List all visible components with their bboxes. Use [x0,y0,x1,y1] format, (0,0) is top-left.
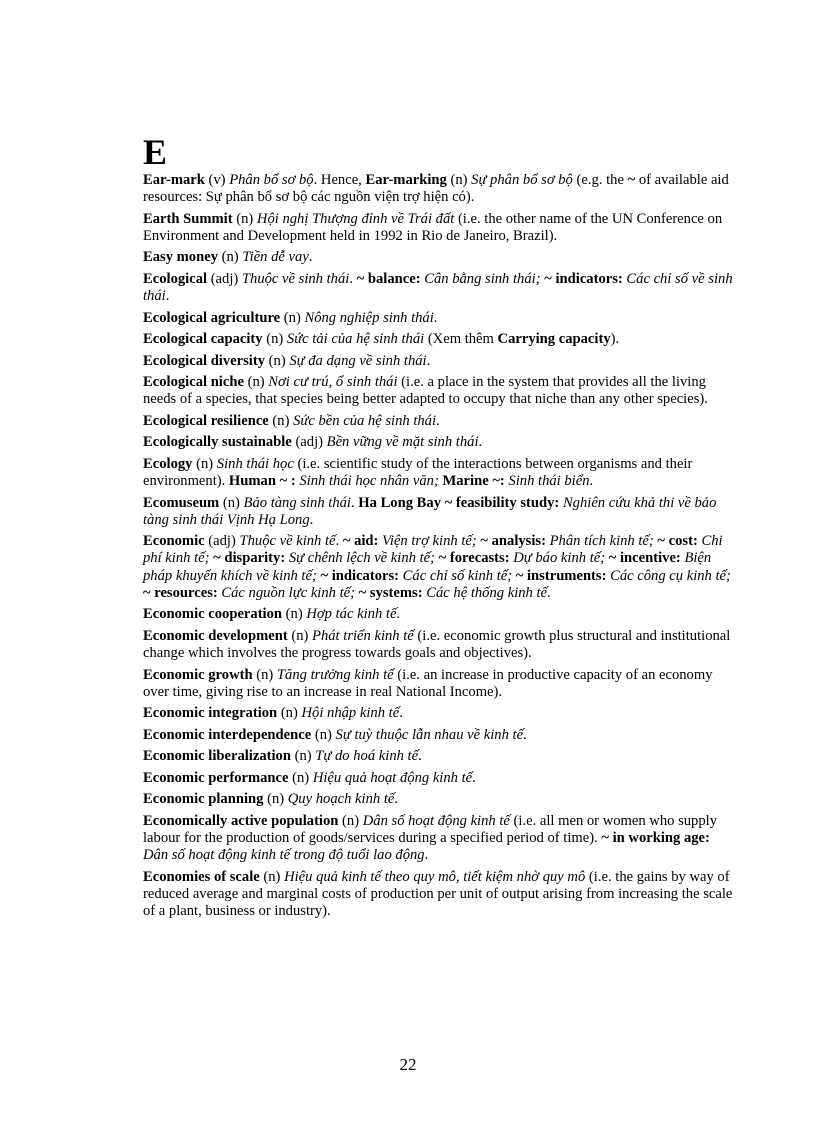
headword: Carrying capacity [497,331,611,348]
translation: Dân số hoạt động kinh tế trong độ tuổi lao động [143,847,425,864]
entry-text: (n) [252,666,277,683]
dictionary-entry [143,211,733,245]
entry-text: (i.e. the other name of the UN Conference on Environment and Development held in 1992 in Rio de Janeiro, Brazil). [143,210,723,244]
entry-text: (i.e. economic growth plus structural and institutional change which involves the progress towards goals and objectives). [143,627,731,662]
dictionary-entry [143,791,733,808]
headword: Ecomuseum [143,494,220,511]
entry-text: . [472,769,476,786]
translation: Hiệu quả kinh tế theo quy mô, tiết kiệm nhờ quy mô [284,868,586,885]
translation: Nghiên cứu khả thi về bảo tàng sinh thái Vịnh Hạ Long [143,494,717,528]
dictionary-entry [143,456,733,490]
entry-text: (adj) [207,270,242,287]
translation: Nông nghiệp sinh thái [304,309,434,326]
entry-list [143,172,733,920]
dictionary-entry [143,667,733,701]
headword: Earth Summit [143,210,233,227]
headword: ~ aid: [342,533,379,550]
entry-text: . [426,352,431,369]
headword: Economic liberalization [143,748,291,765]
section-letter: E [143,132,168,172]
entry-text: (n) [192,455,217,472]
entry-text: . [433,309,438,326]
entry-text: . [350,494,359,511]
entry-text: . [418,748,422,765]
entry-text: . [394,791,399,808]
translation: Thuộc về kinh tế [239,533,336,550]
dictionary-entry [143,813,733,865]
dictionary-entry [143,249,733,266]
entry-text: (n) [262,331,287,348]
entry-text: (i.e. an increase in productive capacity of an economy over time, giving rise to an increase in real National Income). [143,666,713,700]
headword: ~ resources: [143,584,218,601]
entry-text: (n) [288,769,313,786]
translation: Hội nghị Thượng đỉnh về Trái đất [256,210,455,227]
entry-text: (adj) [291,434,327,451]
entry-text: . [335,533,343,550]
dictionary-page [143,132,733,925]
headword: Economic [143,533,205,550]
translation: Hội nhập kinh tế [301,705,400,722]
entry-text: ). [610,331,620,348]
entry-text: (e.g. the [572,172,628,188]
headword: Economic development [143,627,288,644]
entry-text: . [396,606,401,623]
translation: Thuộc về sinh thái [241,270,350,287]
translation: Viện trợ kinh tế; [382,533,477,550]
entry-text: (n) [265,352,290,369]
dictionary-entry [143,748,733,765]
translation: Cân bằng sinh thái; [424,270,541,287]
translation: Sinh thái học nhân văn; [299,473,439,490]
headword: Ecologically sustainable [143,434,292,451]
entry-text: (n) [446,172,472,188]
translation: Phát triển kinh tế [312,627,414,644]
headword: Ecological capacity [143,331,263,348]
dictionary-entry [143,331,733,348]
entry-text: . [589,473,594,490]
dictionary-entry [143,374,733,408]
translation: Sinh thái biển [508,473,590,490]
translation: Nơi cư trú, ổ sinh thái [268,374,398,391]
dictionary-entry [143,533,733,602]
headword: ~ balance: [356,270,421,287]
headword: Ecological agriculture [143,309,281,326]
translation: Sự chênh lệch về kinh tế; [288,550,435,567]
headword: Ecological diversity [143,352,266,369]
entry-text: (i.e. all men or women who supply labour for the production of goods/services during a specified period of time). [143,812,718,846]
translation: Sinh thái học [216,455,294,472]
entry-text: (i.e. the gains by way of reduced average and marginal costs of production per unit of output arising from increasing the scale of a plant, business or industry). [143,868,733,920]
translation: Dân số hoạt động kinh tế [362,812,510,829]
entry-text: . [349,270,357,287]
translation: Các chỉ số kinh tế; [402,567,513,584]
translation: Các hệ thống kinh tế [426,584,548,601]
entry-text: . [547,584,551,601]
entry-text: (n) [282,606,307,623]
headword: ~ disparity: [213,550,286,567]
headword: Economic performance [143,769,289,786]
dictionary-entry [143,770,733,787]
translation: Tăng trưởng kinh tế [276,666,394,683]
translation: Chi phí kinh tế; [143,533,723,567]
dictionary-entry [143,413,733,430]
headword: ~ incentive: [608,550,681,567]
headword: Economies of scale [143,868,260,885]
dictionary-entry [143,310,733,327]
headword: Ecology [143,455,193,472]
entry-text: (adj) [204,533,240,550]
headword: Ear-mark [143,172,205,188]
headword: ~ indicators: [544,270,623,287]
headword: Economic cooperation [143,606,283,623]
dictionary-entry [143,353,733,370]
translation: Bền vững về mặt sinh thái [326,434,479,451]
translation: Dự báo kinh tế; [513,550,606,567]
entry-text: (n) [311,726,336,743]
headword: ~ in working age: [601,829,710,846]
entry-text: (Xem thêm [424,331,498,348]
translation: Quy hoạch kinh tế [287,791,395,808]
entry-text: . [165,288,170,305]
translation: Tự do hoá kinh tế [315,748,419,765]
headword: ~ indicators: [320,567,400,584]
translation: Phân tích kinh tế; [549,533,654,550]
dictionary-entry [143,869,733,921]
dictionary-entry [143,495,733,529]
entry-text: . [436,412,440,429]
entry-text: . Hence, [313,172,366,188]
headword: ~ forecasts: [438,550,510,567]
dictionary-entry [143,271,733,305]
dictionary-entry [143,434,733,451]
entry-text: (i.e. scientific study of the interactions between organisms and their environment). [143,455,693,490]
headword: Human ~ : [228,473,296,490]
entry-text: (n) [243,374,269,391]
translation: Biện pháp khuyến khích về kinh tế; [143,550,712,584]
headword: Economically active population [143,812,339,829]
headword: Ha Long Bay ~ feasibility study: [358,494,560,511]
entry-text: . [309,511,314,528]
translation: Các công cụ kinh tế; [610,567,731,584]
headword: Economic integration [143,705,278,722]
entry-text: (n) [287,627,313,644]
entry-text: (v) [204,172,230,188]
headword: ~ [627,172,636,188]
translation: Phân bổ sơ bộ [229,172,314,188]
dictionary-entry [143,606,733,623]
entry-text: (n) [280,309,305,326]
dictionary-entry [143,628,733,662]
translation: Tiền dễ vay [242,249,309,266]
headword: Ecological [143,270,208,287]
headword: Ecological resilience [143,412,269,429]
translation: Các chỉ số về sinh thái [143,270,733,305]
entry-text: (i.e. a place in the system that provides all the living needs of a species, that species being better adapted to occupy that niche than any other species). [143,374,708,408]
entry-text: (n) [232,210,257,227]
headword: Economic planning [143,791,264,808]
entry-text: (n) [268,412,294,429]
headword: ~ instruments: [515,567,607,584]
headword: Ecological niche [143,374,244,391]
headword: ~ cost: [657,533,698,550]
headword: ~ systems: [358,584,423,601]
entry-text: (n) [290,748,316,765]
headword: Ear-marking [365,172,447,188]
translation: Sự đa dạng về sinh thái [289,352,427,369]
entry-text: (n) [338,812,363,829]
translation: Bảo tàng sinh thái [243,494,351,511]
translation: Các nguồn lực kinh tế; [221,584,355,601]
translation: Sự tuỳ thuộc lẫn nhau về kinh tế [335,726,524,743]
entry-text: (n) [219,494,244,511]
entry-text: . [523,726,527,743]
entry-text: (n) [277,705,302,722]
headword: Easy money [143,249,218,266]
translation: Sự phân bổ sơ bộ [471,172,573,188]
entry-text: . [424,847,429,864]
translation: Hợp tác kinh tế [306,606,397,623]
entry-text: . [478,434,483,451]
dictionary-entry [143,727,733,744]
translation: Hiệu quả hoạt động kinh tế [312,769,473,786]
headword: Economic interdependence [143,726,312,743]
entry-text: (n) [263,791,288,808]
entry-text: . [308,249,313,266]
page-number: 22 [399,1055,417,1074]
headword: Marine ~: [442,473,505,490]
translation: Sức bền của hệ sinh thái [293,412,437,429]
dictionary-entry [143,705,733,722]
entry-text: (n) [218,249,243,266]
headword: Economic growth [143,666,253,683]
dictionary-entry [143,172,733,206]
entry-text: of available aid resources: Sự phân bổ sơ bộ các nguồn viện trợ hiện có). [143,172,729,206]
entry-text: . [399,705,403,722]
translation: Sức tải của hệ sinh thái [286,331,425,348]
entry-text: (n) [259,868,285,885]
headword: ~ analysis: [480,533,546,550]
